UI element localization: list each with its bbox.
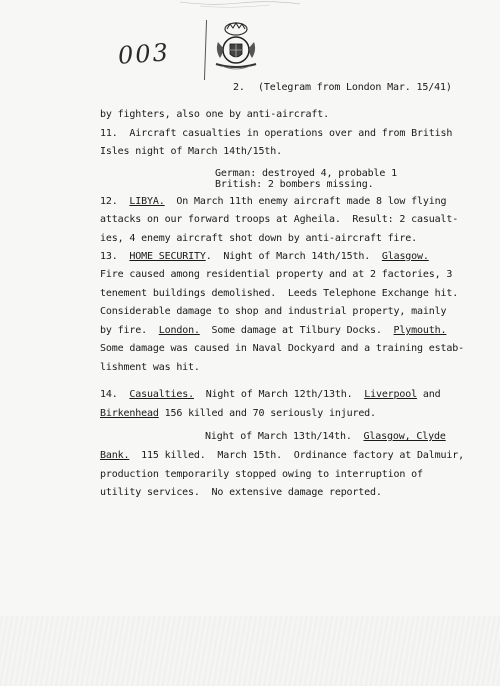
text-line-3: Isles night of March 14th/15th. bbox=[100, 146, 282, 157]
section-heading-home-security: HOME SECURITY bbox=[129, 251, 206, 262]
text-segment: by fire. bbox=[100, 325, 159, 336]
british-losses: British: 2 bombers missing. bbox=[215, 179, 374, 190]
telegram-reference: (Telegram from London Mar. 15/41) bbox=[258, 82, 452, 93]
royal-coat-of-arms-seal bbox=[210, 20, 262, 74]
text-line-1: by fighters, also one by anti-aircraft. bbox=[100, 109, 329, 120]
section-heading-libya: LIBYA. bbox=[129, 196, 165, 207]
text-line-12: Considerable damage to shop and industrial property, mainly bbox=[100, 306, 447, 317]
paper-texture bbox=[0, 616, 500, 686]
text-line-14: Some damage was caused in Naval Dockyard and a training estab- bbox=[100, 343, 464, 354]
place-birkenhead: Birkenhead bbox=[100, 408, 159, 419]
place-london: London. bbox=[158, 325, 200, 336]
text-segment: . Night of March 14th/15th. bbox=[205, 251, 382, 262]
section-13-line bbox=[100, 251, 429, 263]
text-line-18 bbox=[205, 431, 446, 443]
text-segment: Night of March 12th/13th. bbox=[193, 389, 365, 400]
text-segment: Some damage at Tilbury Docks. bbox=[199, 325, 394, 336]
text-line-15: lishment was hit. bbox=[100, 362, 200, 373]
text-line-10: Fire caused among residential property and at 2 factories, 3 bbox=[100, 269, 453, 280]
german-losses: German: destroyed 4, probable 1 bbox=[215, 168, 397, 179]
page-top-edge-marks bbox=[180, 0, 300, 10]
text-segment: Night of March 13th/14th. bbox=[205, 431, 364, 442]
text-segment: On March 11th enemy aircraft made 8 low flying bbox=[164, 196, 447, 207]
text-line-8: ies, 4 enemy aircraft shot down by anti-aircraft fire. bbox=[100, 233, 418, 244]
section-12-line bbox=[100, 196, 446, 208]
page-number: 2. bbox=[233, 82, 245, 93]
text-line-17 bbox=[100, 408, 376, 420]
text-segment: 115 killed. March 15th. Ordinance factory at Dalmuir, bbox=[129, 450, 464, 461]
place-glasgow: Glasgow. bbox=[381, 251, 429, 262]
section-heading-casualties: Casualties. bbox=[129, 389, 194, 400]
section-number: 12. bbox=[100, 196, 118, 207]
text-line-13 bbox=[100, 325, 446, 337]
text-line-21: utility services. No extensive damage reported. bbox=[100, 487, 382, 498]
text-line-19 bbox=[100, 450, 464, 462]
section-number: 13. bbox=[100, 251, 118, 262]
place-liverpool: Liverpool bbox=[364, 389, 418, 400]
section-number: 14. bbox=[100, 389, 118, 400]
text-line-20: production temporarily stopped owing to interruption of bbox=[100, 469, 423, 480]
section-14-line bbox=[100, 389, 441, 401]
text-segment: and bbox=[417, 389, 441, 400]
text-line-2: 11. Aircraft casualties in operations over and from British bbox=[100, 128, 453, 139]
text-line-11: tenement buildings demolished. Leeds Telephone Exchange hit. bbox=[100, 288, 459, 299]
place-plymouth: Plymouth. bbox=[393, 325, 447, 336]
handwritten-document-number: 003 bbox=[117, 38, 171, 70]
margin-pencil-line bbox=[204, 20, 207, 80]
place-glasgow-clyde: Glasgow, Clyde bbox=[363, 431, 446, 442]
text-segment: 156 killed and 70 seriously injured. bbox=[158, 408, 376, 419]
text-line-7: attacks on our forward troops at Agheila. Result: 2 casualt- bbox=[100, 214, 459, 225]
place-bank: Bank. bbox=[100, 450, 130, 461]
